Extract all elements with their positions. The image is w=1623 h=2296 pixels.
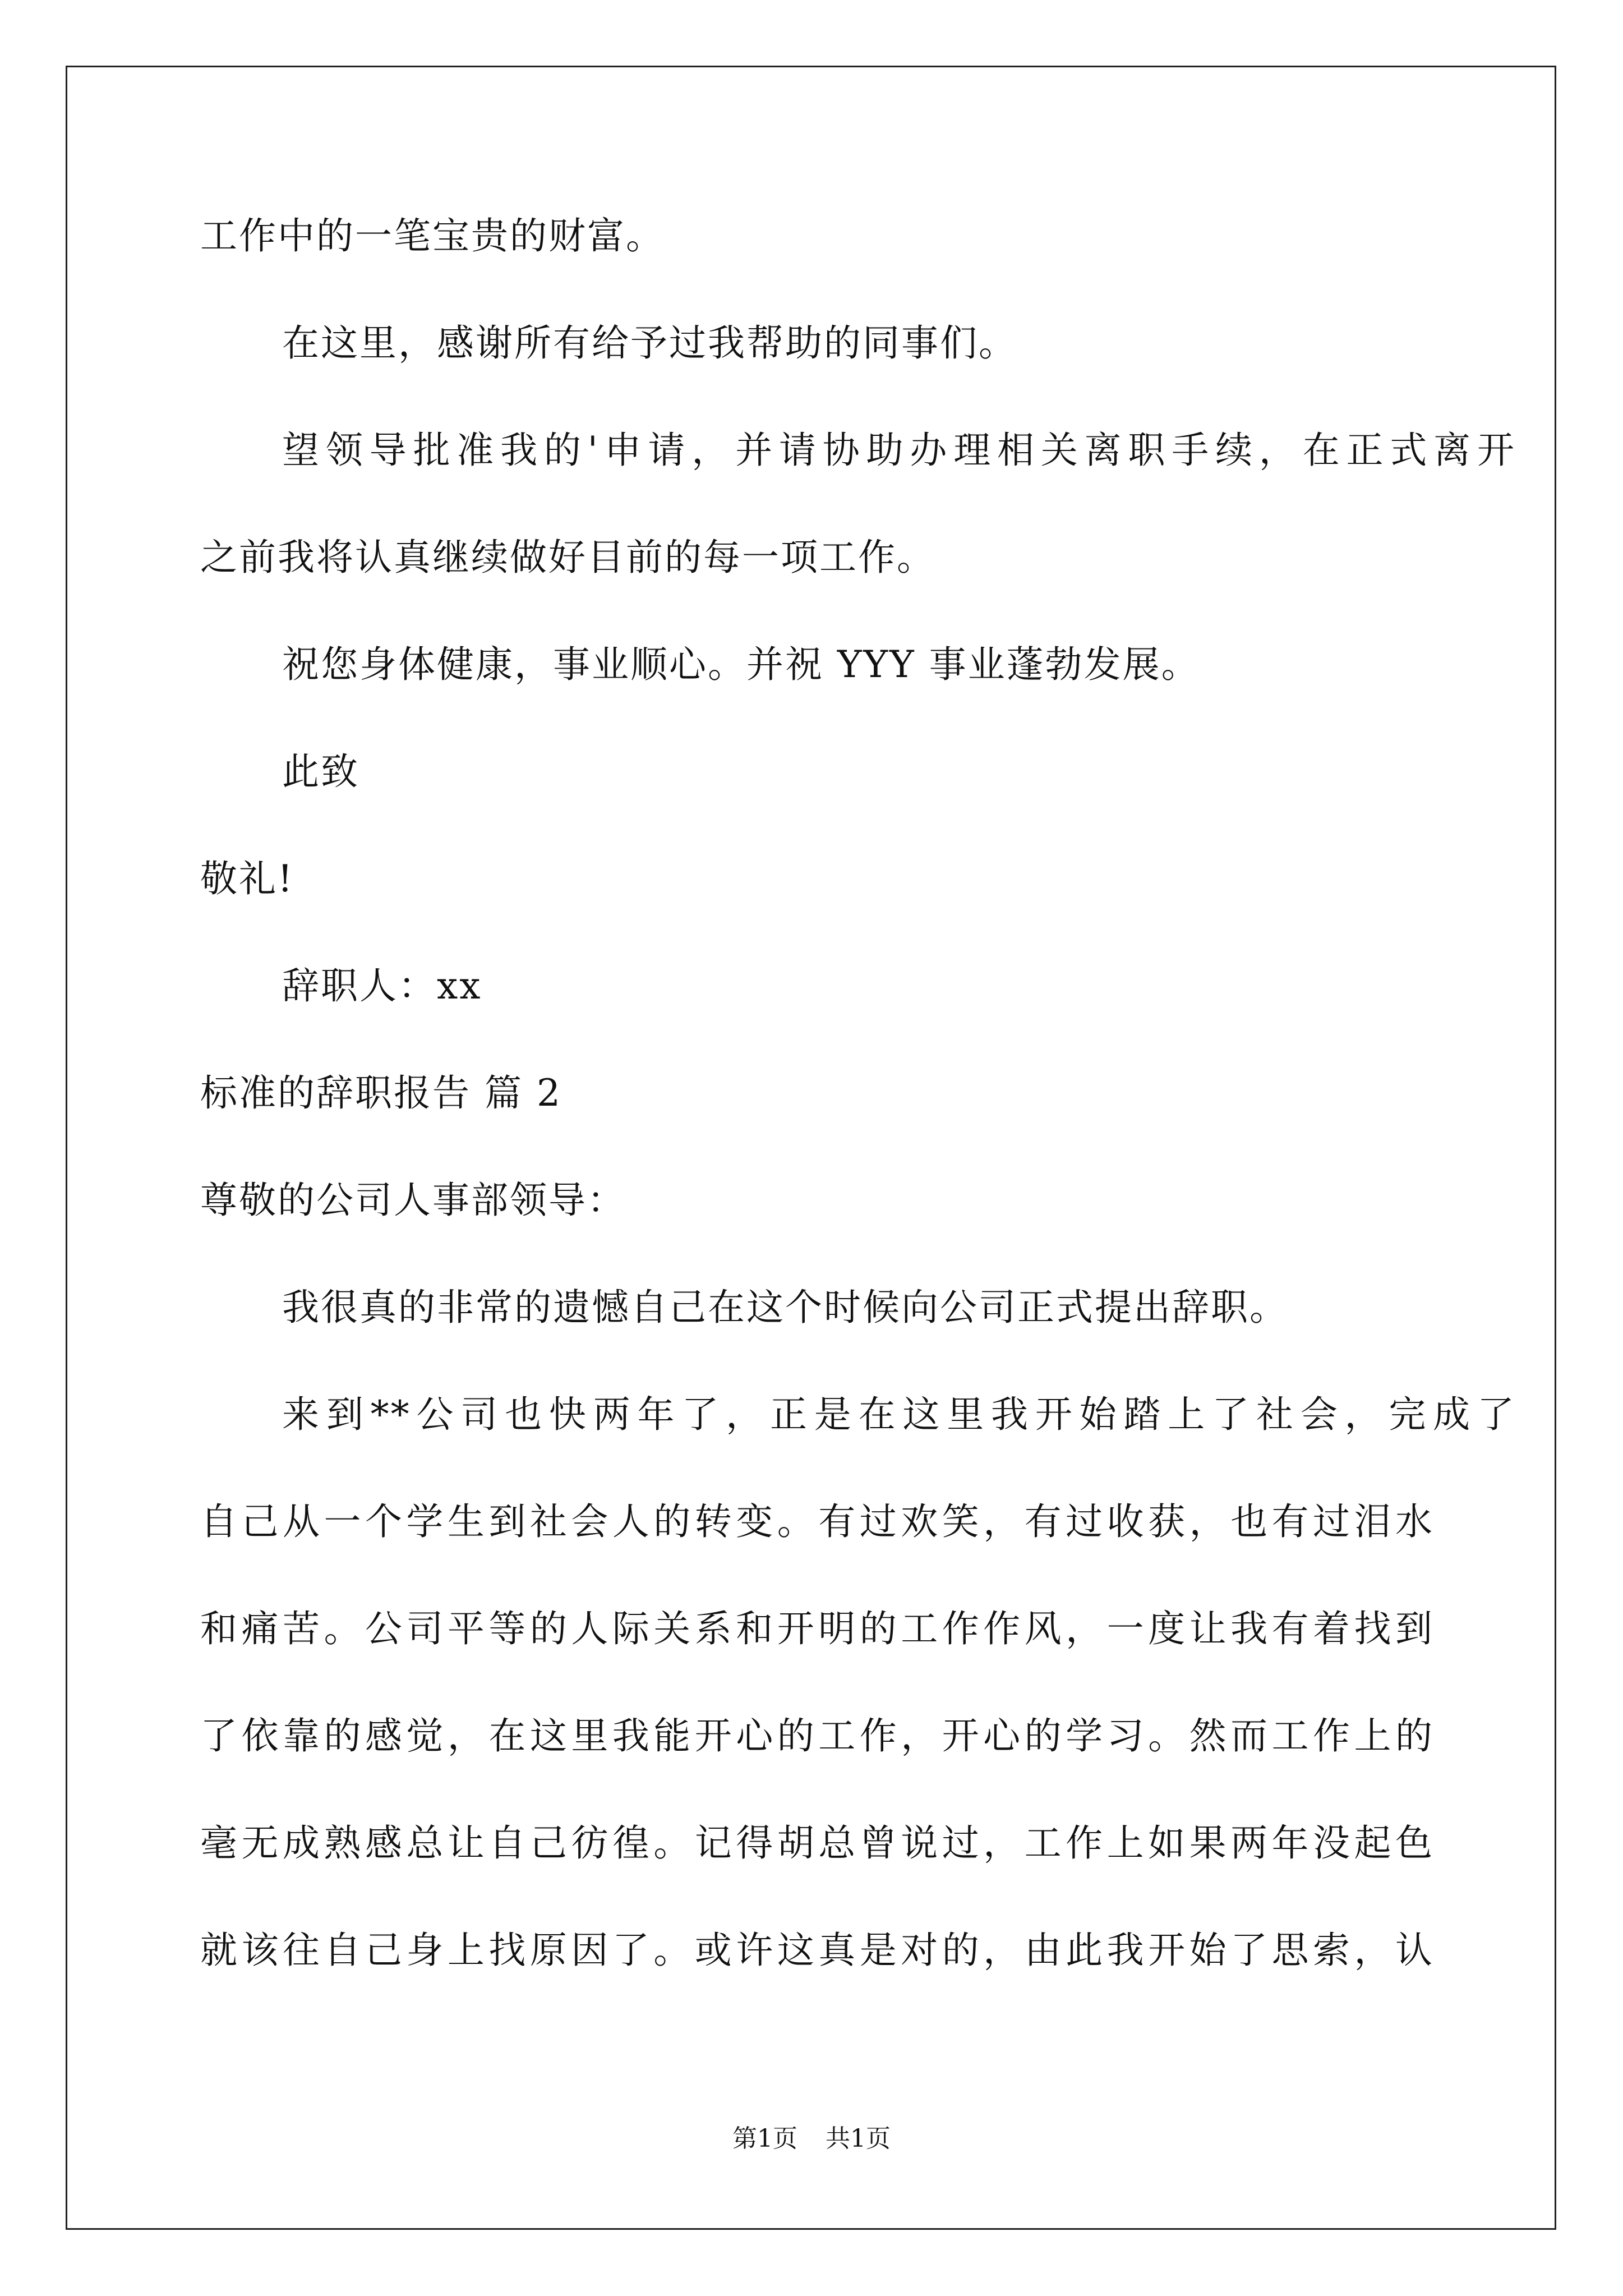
signature-line: 辞职人：xx [282,964,482,1007]
text-line: 望领导批准我的'申请，并请协助办理相关离职手续，在正式离开 [282,429,1516,472]
text-line: 和痛苦。公司平等的人际关系和开明的工作作风，一度让我有着找到 [200,1607,1434,1650]
text-line: 毫无成熟感总让自己彷徨。记得胡总曾说过，工作上如果两年没起色 [200,1821,1434,1865]
text-line: 就该往自己身上找原因了。或许这真是对的，由此我开始了思索，认 [200,1929,1434,1972]
closing-regards: 敬礼! [200,857,294,900]
text-line: 了依靠的感觉，在这里我能开心的工作，开心的学习。然而工作上的 [200,1714,1434,1757]
text-line: 自己从一个学生到社会人的转变。有过欢笑，有过收获，也有过泪水 [200,1500,1434,1543]
closing-salutation: 此致 [282,750,359,793]
text-line: 工作中的一笔宝贵的财富。 [200,214,665,257]
page-footer [0,2122,1623,2156]
text-line: 在这里，感谢所有给予过我帮助的同事们。 [282,321,1017,365]
page-number-current: 第1页 [732,2124,797,2153]
letter-greeting: 尊敬的公司人事部领导： [200,1179,626,1222]
section-heading: 标准的辞职报告 篇 2 [200,1071,562,1115]
text-line: 我很真的非常的遗憾自己在这个时候向公司正式提出辞职。 [282,1286,1288,1329]
text-line: 来到**公司也快两年了，正是在这里我开始踏上了社会，完成了 [282,1393,1516,1436]
page-number-total: 共1页 [826,2124,891,2153]
document-body [200,209,1516,2031]
text-line: 祝您身体健康，事业顺心。并祝 YYY 事业蓬勃发展。 [282,643,1200,686]
text-line: 之前我将认真继续做好目前的每一项工作。 [200,536,935,579]
